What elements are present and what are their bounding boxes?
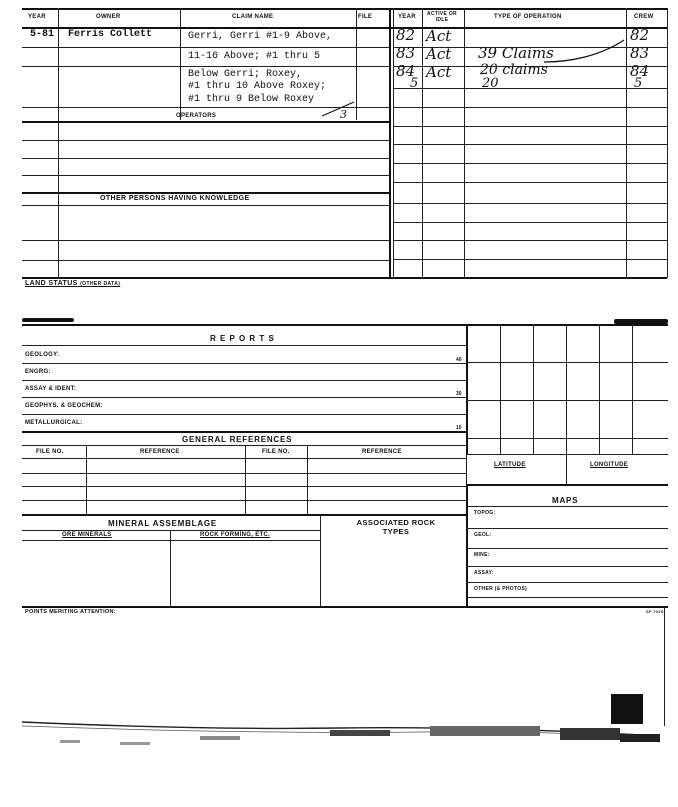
handwritten-underline-mark [540,36,630,66]
claim-name-line-5: #1 thru 9 Below Roxey [188,94,315,105]
scan-noise-band [0,712,678,772]
report-engrg: ENGRG: [25,369,51,375]
maps-mine: MINE: [474,552,490,558]
header-file: FILE [358,14,373,20]
gr-reference-1: REFERENCE [140,449,180,455]
land-status-label [25,280,120,287]
header-activity-year: YEAR [398,14,416,20]
report-geology-num: 40 [456,357,462,363]
activity-crew-2: 83 [630,44,650,62]
mineral-assemblage-title: MINERAL ASSEMBLAGE [108,519,218,528]
reports-title: R E P O R T S [210,334,275,343]
scan-smudge-left [22,318,74,322]
activity-crew-1: 82 [630,26,650,44]
other-persons-label: OTHER PERSONS HAVING KNOWLEDGE [100,195,250,202]
form-number: SF 7015 [646,609,664,614]
report-geophys: GEOPHYS. & GEOCHEM: [25,403,103,409]
ore-minerals-label: ORE MINERALS [62,532,112,538]
gr-file-no-2: FILE NO. [262,449,290,455]
header-type-of-operation: TYPE OF OPERATION [494,14,562,20]
report-assay-num: 30 [456,391,462,397]
maps-title: MAPS [552,496,579,505]
general-references-title: GENERAL REFERENCES [182,435,293,444]
activity-year-4: 5 [410,76,419,91]
header-claim-name: CLAIM NAME [232,14,274,20]
activity-year-1: 82 [396,26,416,44]
gr-file-no-1: FILE NO. [36,449,64,455]
activity-year-3: 84 [396,62,416,80]
activity-year-2: 83 [396,44,416,62]
claim-name-line-1: Gerri, Gerri #1-9 Above, [188,31,333,42]
activity-status-3: Act [426,63,452,81]
activity-status-2: Act [426,45,452,63]
rock-forming-label: ROCK FORMING, ETC. [200,532,271,538]
latitude-label: LATITUDE [494,462,526,468]
report-metallurgical: METALLURGICAL: [25,420,83,426]
points-meriting-attention-label: POINTS MERITING ATTENTION: [25,609,116,615]
handwritten-slash-mark [320,98,360,120]
activity-crew-3: 84 [630,62,650,80]
report-metallurgical-num: 10 [456,425,462,431]
header-owner: OWNER [96,14,121,20]
associated-rock-types-label: ASSOCIATED ROCK TYPES [356,518,436,536]
claim-owner: Ferris Collett [68,29,153,40]
activity-operation-4: 20 [482,76,499,91]
gr-reference-2: REFERENCE [362,449,402,455]
maps-geol: GEOL: [474,532,492,538]
maps-assay: ASSAY: [474,570,494,576]
activity-operation-3: 20 claims [480,62,548,78]
activity-crew-4: 5 [634,76,643,91]
report-assay: ASSAY & IDENT: [25,386,77,392]
maps-other: OTHER (& PHOTOS) [474,586,528,592]
activity-status-1: Act [426,27,452,45]
activity-operation-2: 39 Claims [478,44,554,62]
latlong-cell-blank [467,454,667,484]
header-active-or-idle: ACTIVE OR IDLE [427,11,457,23]
header-year: YEAR [28,14,46,20]
claim-name-line-2: 11-16 Above; #1 thru 5 [188,51,321,62]
claim-name-line-3: Below Gerri; Roxey, [188,69,303,80]
header-crew: CREW [634,14,654,20]
claim-file-number: 3 [340,108,347,121]
claim-year: 5-81 [30,29,55,40]
land-status-sub: (OTHER DATA) [80,281,121,287]
operators-label: OPERATORS [176,113,217,119]
longitude-label: LONGITUDE [590,462,629,468]
claim-name-line-4: #1 thru 10 Above Roxey; [188,81,327,92]
maps-topog: TOPOG: [474,510,496,516]
report-geology: GEOLOGY: [25,352,60,358]
land-status-title: LAND STATUS [25,280,78,287]
